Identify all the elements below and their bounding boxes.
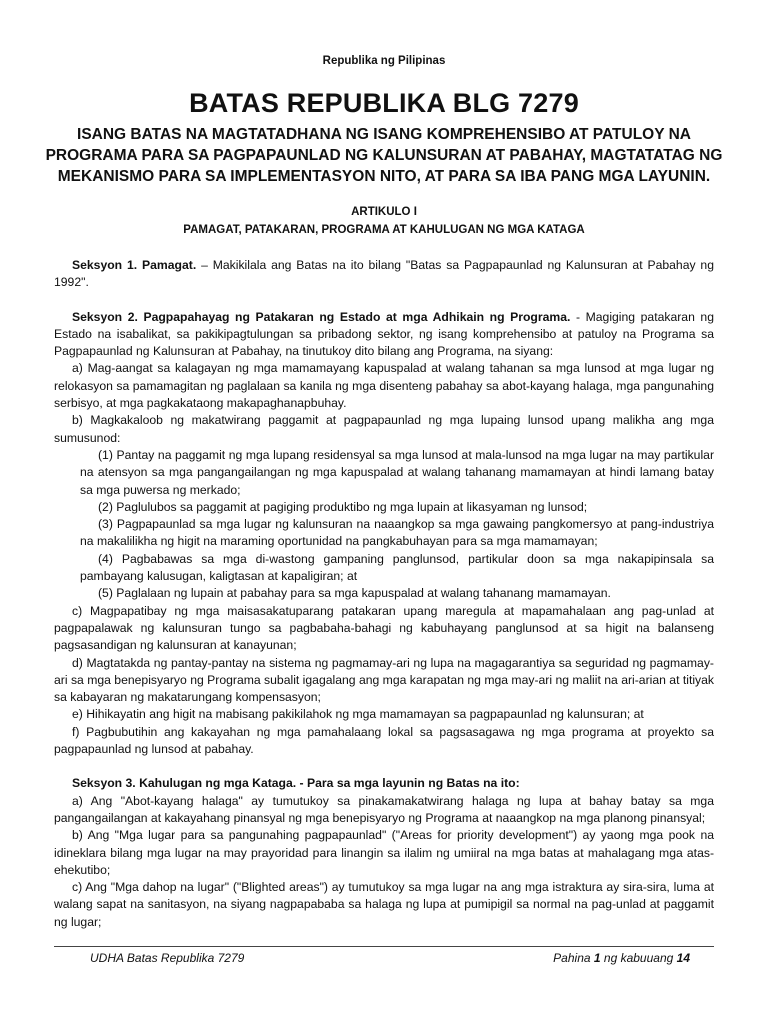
section-2-item-a: a) Mag-aangat sa kalagayan ng mga mamamayang kapuspalad at walang tahanan sa mga lunsod at mga lugar ng relokasyon sa pamamagitan ng paglalaan sa kanila ng mga disenteng pabahay sa abot-kayang halaga, mga pangunahing serbisyo, at mga pagkakataong makapaghanapbuhay.: [54, 361, 714, 411]
section-3-heading: Seksyon 3. Kahulugan ng mga Kataga.: [72, 776, 297, 791]
section-2-item-c: c) Magpapatibay ng mga maisasakatuparang patakaran upang maregula at mapamahalaan ang pag-unlad at pagpapalawak ng kalunsuran tungo sa pagbabaha-bahagi ng kabuhayang panglunsod at sa higit na balanseng pagsasandigan ng kalunsuran at kanayunan;: [54, 603, 714, 653]
section-3-item-a: a) Ang "Abot-kayang halaga" ay tumutukoy sa pinakamakatwirang halaga ng lupa at bahay batay sa mga pangangailangan at kakayahang pinansyal ng mga benepisyaryo ng Programa at naaangkop na mga planong pinansyal;: [54, 793, 714, 825]
section-2-item-b5: (5) Paglalaan ng lupain at pabahay para sa mga kapuspalad at walang tahanang mamamayan.: [98, 586, 611, 601]
section-3-text: - Para sa mga layunin ng Batas na ito:: [296, 776, 520, 791]
section-2-item-b4: (4) Pagbabawas sa mga di-wastong gampaning panglunsod, partikular doon sa mga nakapipinsala sa pambayang kalusugan, kaligtasan at kapaligiran; at: [80, 551, 714, 584]
footer-document-name: UDHA Batas Republika 7279: [90, 951, 245, 965]
document-title: BATAS REPUBLIKA BLG 7279: [189, 88, 579, 118]
section-2: [54, 309, 714, 361]
section-1-text: – Makikilala ang Batas na ito bilang "Batas sa Pagpapaunlad ng Kalunsuran at Pabahay ng 1992".: [54, 258, 714, 290]
document-subtitle: ISANG BATAS NA MAGTATADHANA NG ISANG KOMPREHENSIBO AT PATULOY NA PROGRAMA PARA SA PAGPAPAUNLAD NG KALUNSURAN AT PABAHAY, MAGTATATAG NG MEKANISMO PARA SA IMPLEMENTASYON NITO, AT PARA SA IBA PANG MGA LAYUNIN.: [45, 126, 723, 185]
section-2-text: - Magiging patakaran ng Estado na isabalikat, sa pakikipagtulungan sa pribadong sektor, ng isang komprehensibo at patuloy na Programa sa Pagpapaunlad ng Kalunsuran at Pabahay, na tinutukoy dito bilang ang Programa, na siyang:: [54, 309, 714, 359]
page-footer: [90, 951, 690, 965]
section-2-item-b3: (3) Pagpapaunlad sa mga lugar ng kalunsuran na naaangkop sa mga gawaing pangkomersyo at pang-industriya na makalilikha ng higit na maraming oportunidad na pangkabuhayan para sa mga mamamayan;: [80, 517, 714, 549]
article-title: PAMAGAT, PATAKARAN, PROGRAMA AT KAHULUGAN NG MGA KATAGA: [183, 224, 585, 236]
section-2-item-b2: (2) Paglulubos sa paggamit at pagiging produktibo ng mga lupain at likasyaman ng lunsod;: [98, 499, 588, 514]
section-2-item-b1: (1) Pantay na paggamit ng mga lupang residensyal sa mga lunsod at mala-lunsod na mga lugar na may partikular na atensyon sa mga pangangailangan ng mga kapuspalad at walang tahanang mamamayan at hindi lamang batay sa mga puwersa ng merkado;: [80, 447, 714, 497]
footer-divider: [54, 946, 714, 947]
section-3: [54, 775, 714, 792]
footer-page-number: Pahina 1 ng kabuuang 14: [553, 951, 690, 965]
section-3-item-b: b) Ang "Mga lugar para sa pangunahing pagpapaunlad" ("Areas for priority development") ay yaong mga pook na idineklara bilang mga lugar na may prayoridad para linangin sa ilalim ng umiiral na mga batas at mahalagang mga atas-ehekutibo;: [54, 828, 714, 877]
republic-header: Republika ng Pilipinas: [322, 55, 446, 67]
section-2-item-b: b) Magkakaloob ng makatwirang paggamit at pagpapaunlad ng mga lupaing lunsod upang malikha ang mga sumusunod:: [54, 413, 714, 445]
section-2-heading: Seksyon 2. Pagpapahayag ng Patakaran ng Estado at mga Adhikain ng Programa.: [72, 309, 571, 324]
document-body: [54, 257, 714, 931]
section-3-item-c: c) Ang "Mga dahop na lugar" ("Blighted areas") ay tumutukoy sa mga lugar na ang mga istraktura ay sira-sira, luma at walang sapat na sanitasyon, na siyang nagpapababa sa halaga ng lupa at pumipigil sa normal na pag-unlad at paggamit ng lugar;: [54, 880, 714, 929]
section-1: [54, 257, 714, 292]
section-2-item-d: d) Magtatakda ng pantay-pantay na sistema ng pagmamay-ari ng lupa na magagarantiya sa seguridad ng pagmamay-ari sa mga benepisyaryo ng Programa subalit igagalang ang mga karapatan ng mga may-ari ng maliit na ari-arian at titiyak sa kabayaran ng makatarungang kompensasyon;: [54, 655, 714, 705]
section-1-heading: Seksyon 1. Pamagat.: [72, 258, 197, 272]
section-2-item-e: e) Hihikayatin ang higit na mabisang pakikilahok ng mga mamamayan sa pagpapaunlad ng kalunsuran; at: [72, 707, 644, 722]
article-number: ARTIKULO I: [351, 206, 417, 218]
section-2-item-f: f) Pagbubutihin ang kakayahan ng mga pamahalaang lokal sa pagsasagawa ng mga programa at proyekto sa pagpapaunlad ng lunsod at pabahay.: [54, 724, 714, 757]
